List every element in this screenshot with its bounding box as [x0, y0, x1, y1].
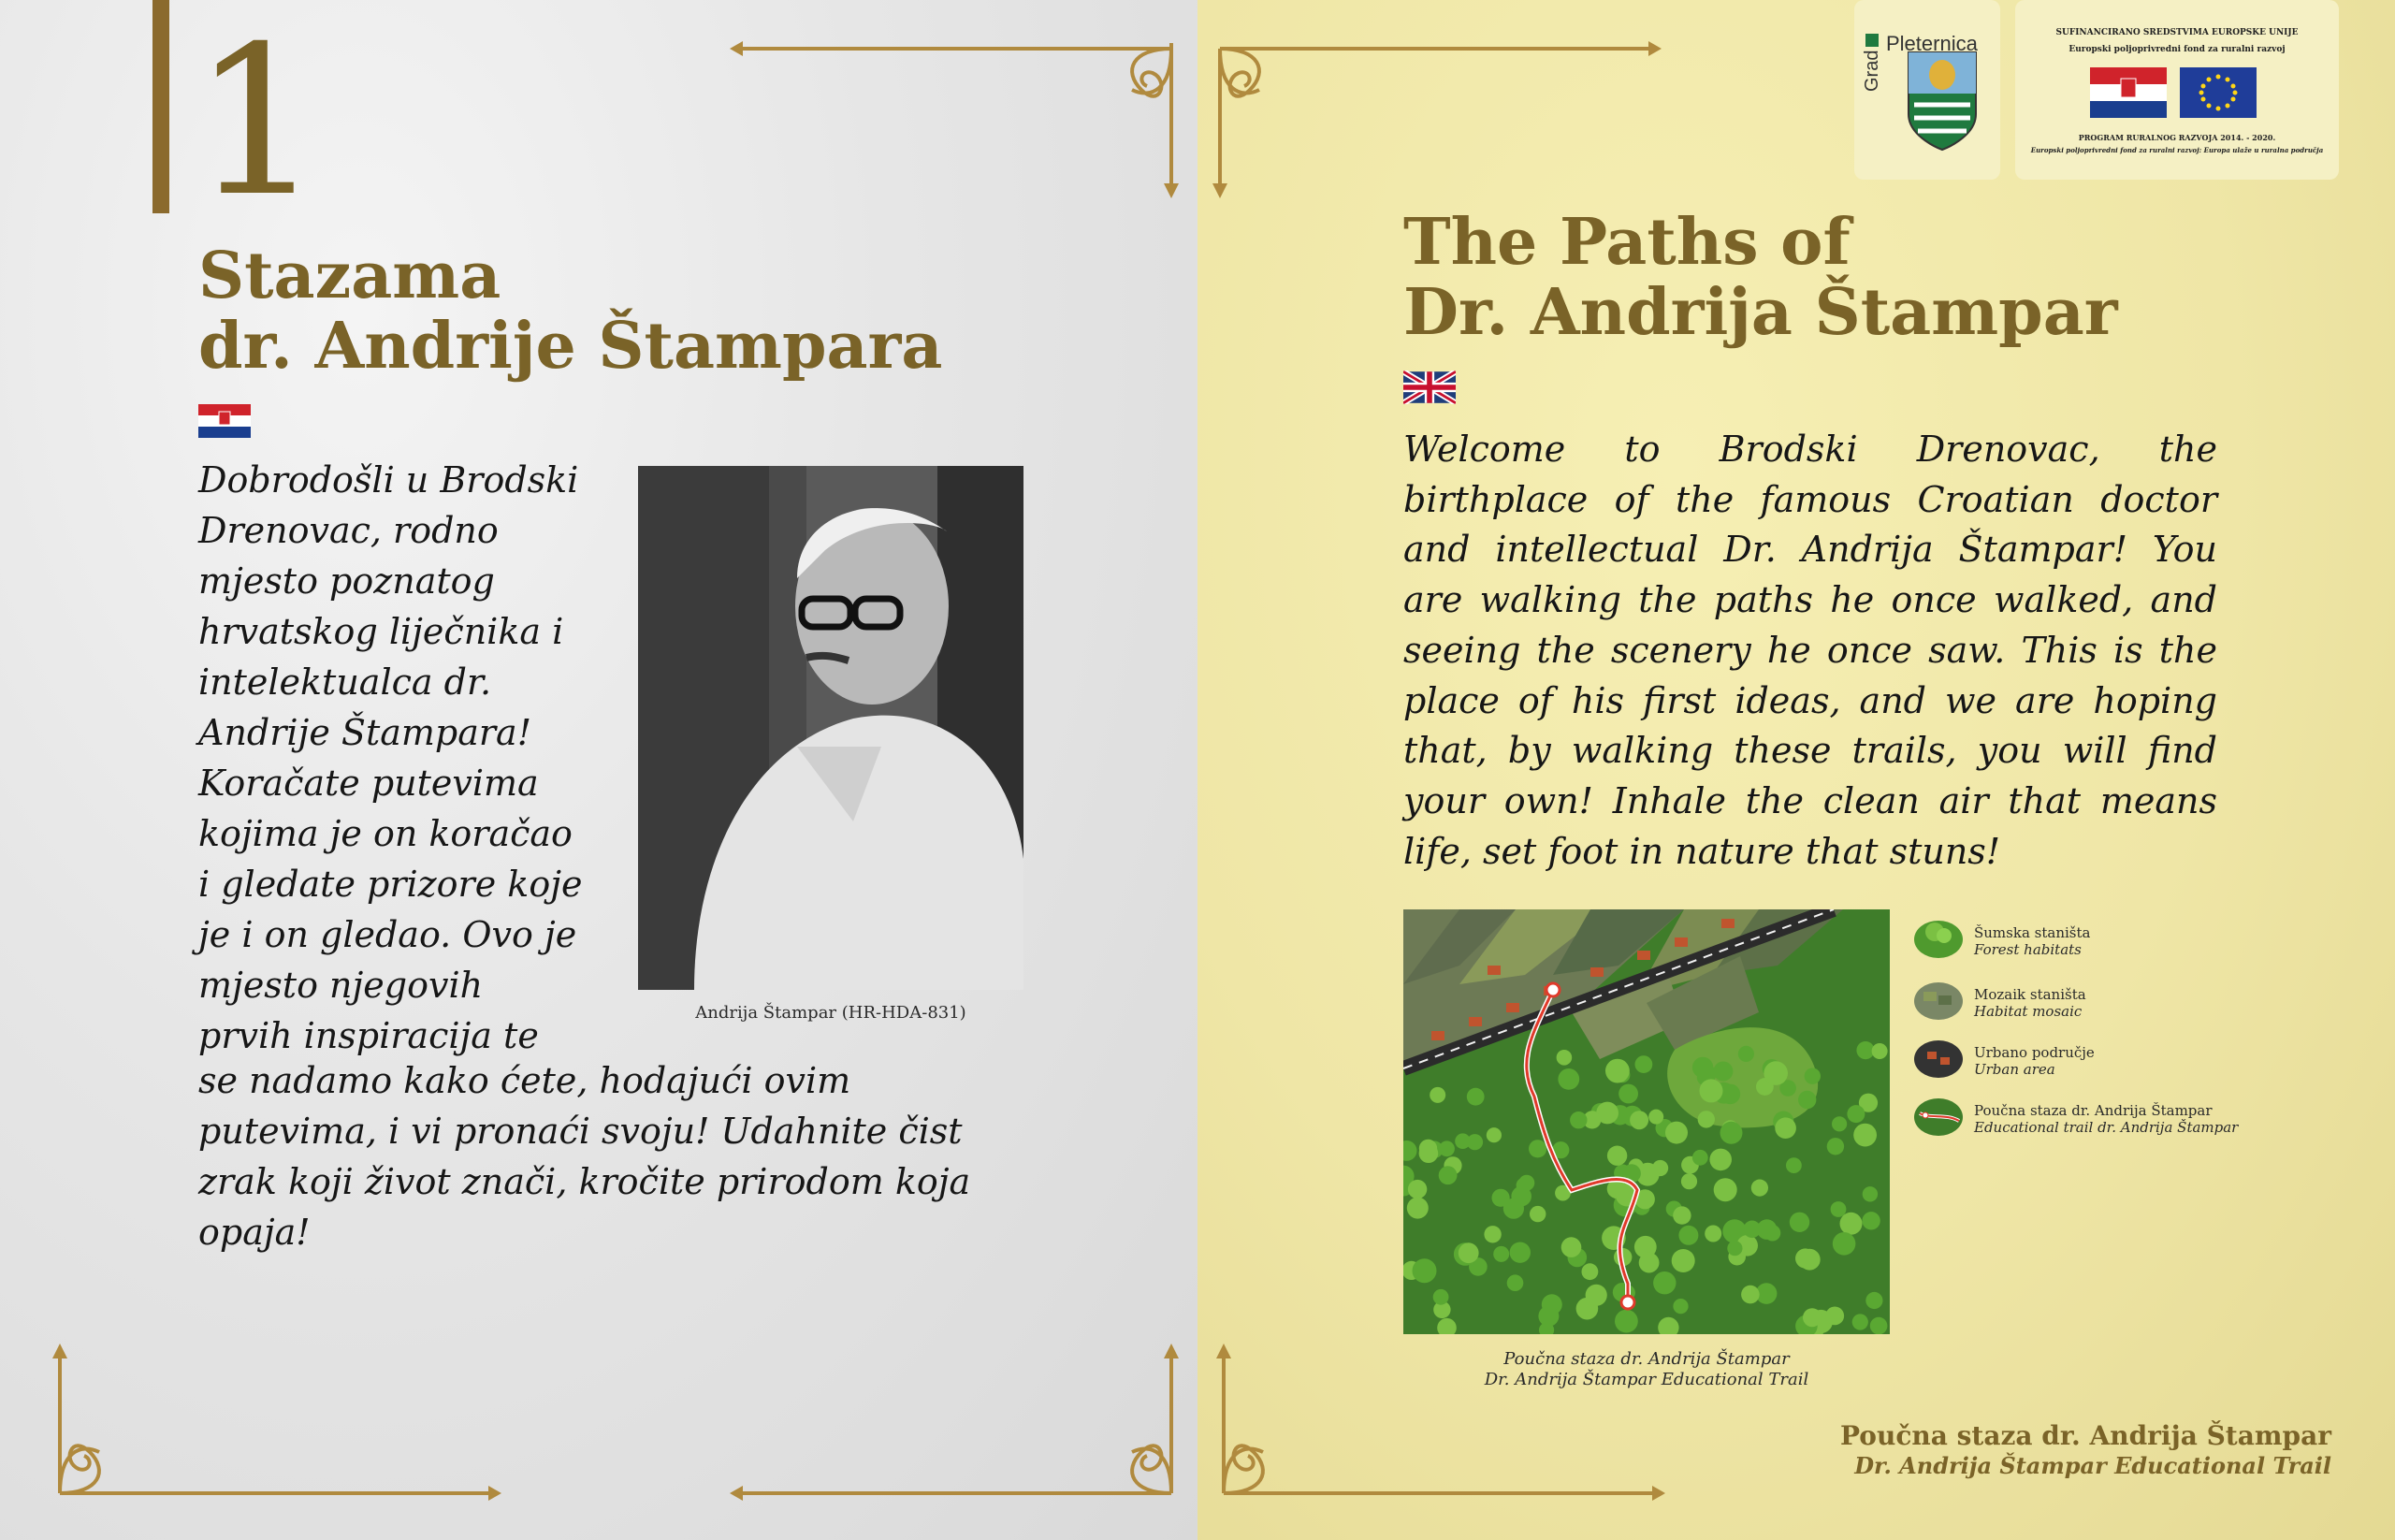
croatian-text-line: hrvatskog liječnika i: [198, 611, 564, 652]
urban-icon: [1912, 1035, 1965, 1080]
footer-subtitle: Dr. Andrija Štampar Educational Trail: [1854, 1452, 2331, 1479]
map-tree: [1709, 1149, 1732, 1171]
legend-label: Urbano područje: [1974, 1044, 2095, 1061]
map-tree: [1852, 1314, 1868, 1329]
english-panel: [1198, 0, 2395, 1540]
legend-item: [1912, 1093, 2305, 1149]
legend-sublabel: Forest habitats: [1974, 941, 2082, 958]
map-tree: [1713, 1062, 1733, 1082]
map-tree: [1727, 1241, 1742, 1256]
croatian-text-line: kojima je on koračao: [198, 813, 573, 854]
grad-label: Grad: [1862, 50, 1882, 92]
map-tree: [1630, 1111, 1648, 1129]
croatian-text-line: intelektualca dr.: [198, 661, 492, 703]
map-tree: [1507, 1274, 1524, 1291]
eu-flag-icon: [2180, 67, 2257, 118]
map-tree: [1692, 1057, 1713, 1078]
map-tree: [1503, 1199, 1524, 1219]
map-tree: [1561, 1237, 1582, 1257]
legend-item: [1912, 977, 2305, 1033]
map-caption-en: Dr. Andrija Štampar Educational Trail: [1484, 1370, 1809, 1389]
ornament-bottom-left-icon: [52, 1340, 501, 1508]
ornament-top-left-icon: [1212, 34, 1662, 202]
map-tree: [1517, 1178, 1532, 1194]
croatian-text-line: mjesto njegovih: [198, 965, 484, 1006]
map-tree: [1700, 1079, 1723, 1102]
map-tree: [1678, 1226, 1698, 1245]
map-tree: [1439, 1140, 1455, 1156]
croatian-text-line: i gledate prizore koje: [198, 864, 583, 905]
map-tree: [1607, 1146, 1627, 1166]
map-tree: [1467, 1134, 1483, 1150]
legend-label: Poučna staza dr. Andrija Štampar: [1974, 1102, 2213, 1119]
map-tree: [1493, 1246, 1509, 1262]
map-tree: [1665, 1122, 1688, 1144]
map-tree: [1529, 1140, 1546, 1157]
city-name-label: Pleternica: [1886, 32, 1978, 55]
trail-map: [1403, 909, 1890, 1334]
map-tree: [1775, 1117, 1796, 1139]
map-tree: [1865, 1292, 1882, 1309]
map-tree: [1798, 1091, 1816, 1109]
croatian-flag-icon: [198, 404, 251, 438]
map-tree: [1639, 1253, 1660, 1273]
croatian-title-line1: Stazama: [198, 239, 501, 313]
croatian-intro-text: [198, 455, 610, 1061]
legend-item: [1912, 1035, 2305, 1091]
map-tree: [1744, 1221, 1762, 1239]
map-tree: [1510, 1242, 1531, 1263]
legend-sublabel: Habitat mosaic: [1974, 1003, 2083, 1020]
map-tree: [1786, 1157, 1802, 1173]
map-tree: [1872, 1043, 1888, 1059]
map-tree: [1413, 1258, 1437, 1283]
panel-number: 1: [192, 2, 323, 241]
croatian-text-line: prvih inspiracija te: [198, 1015, 539, 1056]
ornament-bottom-right-icon: [730, 1340, 1179, 1508]
map-tree: [1681, 1173, 1697, 1189]
portrait-caption: Andrija Štampar (HR-HDA-831): [695, 1003, 966, 1023]
map-tree: [1764, 1061, 1788, 1085]
croatian-text-line: Koračate putevima: [198, 763, 539, 804]
ornament-top-right-icon: [730, 34, 1179, 202]
eu-line2: Europski poljoprivredni fond za ruralni razvoj: [2068, 45, 2286, 54]
forest-icon: [1912, 915, 1965, 960]
map-tree: [1847, 1105, 1865, 1123]
map-tree: [1407, 1198, 1429, 1219]
map-tree: [1586, 1285, 1607, 1306]
map-tree: [1805, 1068, 1821, 1084]
map-tree: [1558, 1068, 1579, 1090]
map-tree: [1673, 1299, 1688, 1314]
green-square: [1865, 34, 1879, 47]
eu-funding-logo-box: [2015, 0, 2339, 180]
map-tree: [1790, 1213, 1809, 1232]
map-tree: [1430, 1087, 1445, 1103]
map-tree: [1530, 1206, 1546, 1222]
footer-title: Poučna staza dr. Andrija Štampar: [1840, 1420, 2331, 1451]
map-tree: [1827, 1138, 1844, 1155]
map-tree: [1487, 1127, 1502, 1142]
map-tree: [1618, 1084, 1638, 1104]
croatian-text-line: zrak koji život znači, kročite prirodom koja: [198, 1161, 971, 1202]
map-tree: [1803, 1308, 1822, 1327]
croatian-text-line: putevima, i vi pronaći svoju! Udahnite čist: [198, 1111, 963, 1152]
croatian-flag-small-icon: [2090, 67, 2167, 118]
trail-icon: [1912, 1093, 1965, 1138]
map-tree: [1862, 1212, 1880, 1229]
english-title: [1403, 205, 2118, 350]
map-tree: [1832, 1116, 1847, 1131]
map-tree: [1439, 1166, 1458, 1184]
legend-sublabel: Educational trail dr. Andrija Štampar: [1974, 1119, 2239, 1136]
map-tree: [1799, 1249, 1821, 1271]
map-tree: [1751, 1180, 1768, 1197]
mosaic-icon: [1912, 977, 1965, 1022]
map-tree: [1648, 1110, 1663, 1125]
number-bar: [152, 0, 169, 213]
english-title-line2: Dr. Andrija Štampar: [1403, 274, 2118, 350]
map-tree: [1698, 1111, 1715, 1127]
croatian-text-line: Andrije Štampara!: [198, 712, 531, 753]
eu-line3: PROGRAM RURALNOG RAZVOJA 2014. - 2020.: [2078, 133, 2276, 142]
english-intro-text: Welcome to Brodski Drenovac, the birthplace of the famous Croatian doctor and intellectual Dr. Andrija Štampar! You are walking the paths he once walked, and seeing the scenery he once saw. This is the place of his first ideas, and we are hoping that, by walking these trails, you will find your own! Inhale the clean air that means life, set foot in nature that stuns!: [1403, 429, 2217, 872]
croatian-title-line2: dr. Andrije Štampara: [198, 308, 943, 384]
eu-line1: SUFINANCIRANO SREDSTVIMA EUROPSKE UNIJE: [2055, 28, 2299, 37]
map-tree: [1840, 1213, 1863, 1235]
croatian-text-line: je i on gledao. Ovo je: [198, 914, 577, 955]
map-tree: [1720, 1122, 1743, 1144]
map-tree: [1433, 1289, 1449, 1305]
eu-line4: Europski poljoprivredni fond za ruralni razvoj: Europa ulaže u ruralna područja: [2030, 146, 2324, 154]
croatian-text-line: opaja!: [198, 1212, 311, 1253]
map-tree: [1653, 1271, 1676, 1294]
croatian-text-line: Drenovac, rodno: [198, 510, 499, 551]
map-tree: [1570, 1111, 1587, 1128]
map-tree: [1605, 1059, 1630, 1083]
uk-flag-icon: [1403, 370, 1456, 404]
map-tree: [1672, 1249, 1695, 1272]
map-caption-hr: Poučna staza dr. Andrija Štampar: [1503, 1349, 1790, 1369]
croatian-text-line: se nadamo kako ćete, hodajući ovim: [198, 1060, 851, 1101]
map-tree: [1459, 1242, 1479, 1263]
map-tree: [1825, 1307, 1844, 1326]
croatian-text-line: mjesto poznatog: [198, 560, 495, 602]
map-tree: [1582, 1263, 1599, 1280]
map-tree: [1673, 1206, 1691, 1224]
map-tree: [1557, 1050, 1573, 1066]
english-title-line1: The Paths of: [1403, 205, 1851, 280]
map-tree: [1484, 1226, 1501, 1242]
map-tree: [1408, 1180, 1427, 1199]
map-tree: [1467, 1088, 1485, 1106]
croatian-text-line: Dobrodošli u Brodski: [198, 459, 579, 501]
legend-label: Mozaik staništa: [1974, 986, 2086, 1003]
map-tree: [1833, 1232, 1856, 1256]
map-tree: [1419, 1140, 1437, 1157]
map-tree: [1705, 1226, 1721, 1242]
map-tree: [1870, 1317, 1888, 1334]
map-tree: [1714, 1178, 1737, 1201]
map-tree: [1741, 1286, 1760, 1304]
pleternica-coat-of-arms-icon: [1905, 49, 1980, 153]
legend-sublabel: Urban area: [1974, 1061, 2055, 1078]
pleternica-logo-box: [1854, 0, 2000, 180]
croatian-intro-text-continued: [198, 1055, 1040, 1257]
legend-label: Šumska staništa: [1974, 924, 2091, 941]
legend-item: [1912, 915, 2305, 971]
map-tree: [1853, 1124, 1877, 1147]
map-tree: [1635, 1055, 1653, 1073]
map-tree: [1863, 1186, 1878, 1201]
map-tree: [1615, 1310, 1638, 1333]
map-tree: [1738, 1046, 1754, 1062]
croatian-title: [198, 241, 942, 382]
portrait-photo: [638, 466, 1023, 990]
map-tree: [1692, 1150, 1708, 1166]
map-tree: [1831, 1201, 1847, 1217]
